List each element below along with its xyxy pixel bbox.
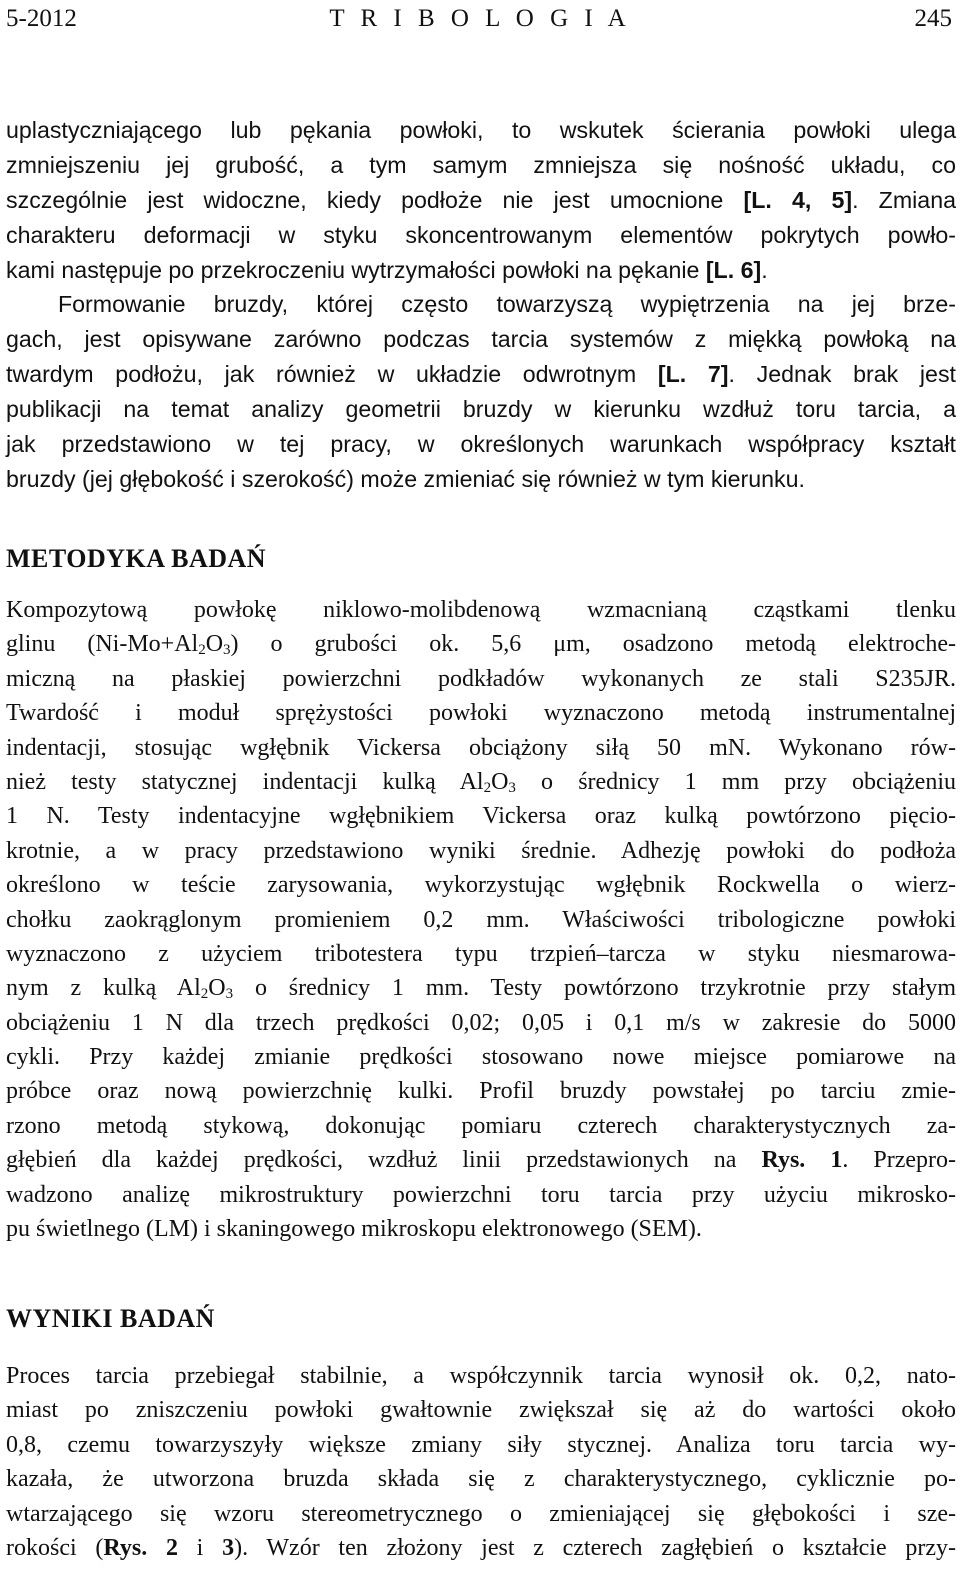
text-line: cykli. Przy każdej zmianie prędkości stosowano nowe miejsce pomiarowe na [6,1044,956,1071]
text-line: rokości (Rys. 2 i 3). Wzór ten złożony jest z czterech zagłębień o kształcie przy- [6,1534,957,1561]
text-line: 1 N. Testy indentacyjne wgłębnikiem Vickersa oraz kulką powtórzono pięcio- [6,803,956,830]
journal-title: T R I B O L O G I A [329,5,631,32]
figure-reference[interactable]: 3 [222,1534,235,1561]
text-line: twardym podłożu, jak również w układzie odwrotnym [L. 7]. Jednak brak jest [6,361,956,388]
text-line: rzono metodą stykową, dokonując pomiaru czterech charakterystycznych za- [6,1112,956,1139]
citation[interactable]: [L. 4, 5] [743,186,853,213]
text-line: próbce oraz nową powierzchnię kulki. Profil bruzdy powstałej po tarciu zmie- [6,1078,956,1105]
text-line: kazała, że utworzona bruzda składa się z charakterystycznego, cyklicznie po- [6,1466,956,1493]
text-line: miast po zniszczeniu powłoki gwałtownie zwiększał się aż do wartości około [6,1397,956,1424]
text-line: pu świetlnego (LM) i skaningowego mikroskopu elektronowego (SEM). [6,1216,702,1243]
text-line: publikacji na temat analizy geometrii bruzdy w kierunku wzdłuż toru tarcia, a [6,396,956,423]
text-line: kami następuje po przekroczeniu wytrzymałości powłoki na pękanie [L. 6]. [6,256,768,283]
text-line: uplastyczniającego lub pękania powłoki, to wskutek ścierania powłoki ulega [6,117,956,143]
text-line: chołku zaokrąglonym promieniem 0,2 mm. Właściwości tribologiczne powłoki [6,906,956,933]
text-line: szczególnie jest widoczne, kiedy podłoże nie jest umocnione [L. 4, 5]. Zmiana [6,186,956,213]
citation[interactable]: [L. 7] [657,361,729,388]
running-header [6,2,954,36]
figure-reference[interactable]: Rys. 2 [103,1534,178,1561]
section-heading-methods: METODYKA BADAŃ [6,544,267,573]
text-line: głębień dla każdej prędkości, wzdłuż linii przedstawionych na Rys. 1. Przepro- [6,1147,956,1174]
text-line: glinu $(Ni-Mo+Al_2O_3)$ o grubości ok. 5,6 μm, osadzono metodą elektroche- [6,631,956,659]
figure-reference[interactable]: Rys. 1 [761,1147,843,1174]
text-line: gach, jest opisywane zarówno podczas tarcia systemów z miękką powłoką na [6,326,956,353]
text-line: Proces tarcia przebiegał stabilnie, a współczynnik tarcia wynosił ok. 0,2, nato- [6,1363,956,1389]
text-line: nież testy statycznej indentacji kulką $Al_2O_3$ o średnicy 1 mm przy obciążeniu [6,768,956,796]
text-line: wadzono analizę mikrostruktury powierzchni toru tarcia przy użyciu mikrosko- [6,1181,956,1208]
text-line: 0,8, czemu towarzyszyły większe zmiany siły stycznej. Analiza toru tarcia wy- [6,1431,956,1458]
text-line: obciążeniu 1 N dla trzech prędkości 0,02; 0,05 i 0,1 m/s w zakresie do 5000 [6,1009,956,1036]
text-line: określono w teście zarysowania, wykorzystując wgłębnik Rockwella o wierz- [6,872,956,899]
text-line: wtarzającego się wzoru stereometrycznego o zmieniającej się głębokości i sze- [6,1500,956,1527]
text-line: bruzdy (jej głębokość i szerokość) może zmieniać się również w tym kierunku. [6,465,805,492]
section-heading-results: WYNIKI BADAŃ [6,1304,215,1333]
text-line: krotnie, a w pracy przedstawiono wyniki średnie. Adhezję powłoki do podłoża [6,837,956,864]
results-paragraph [6,1359,956,1565]
page-number: 245 [914,5,952,32]
text-line: zmniejszeniu jej grubość, a tym samym zmniejsza się nośność układu, co [6,151,956,178]
intro-paragraph [6,113,956,497]
issue-number: 5-2012 [6,5,77,32]
text-line: wyznaczono z użyciem tribotestera typu trzpień–tarcza w styku niesmarowa- [6,940,956,967]
text-line: miczną na płaskiej powierzchni podkładów wykonanych ze stali S235JR. [6,665,956,692]
text-line: Formowanie bruzdy, której często towarzyszą wypiętrzenia na jej brze- [58,291,956,318]
text-line: nym z kulką $Al_2O_3$ o średnicy 1 mm. Testy powtórzono trzykrotnie przy stałym [6,975,956,1003]
text-line: Kompozytową powłokę niklowo-molibdenową wzmacnianą cząstkami tlenku [6,597,956,623]
text-line: Twardość i moduł sprężystości powłoki wyznaczono metodą instrumentalnej [6,700,956,727]
citation[interactable]: [L. 6] [705,256,762,283]
text-line: indentacji, stosując wgłębnik Vickersa obciążony siłą 50 mN. Wykonano rów- [6,734,956,761]
methods-paragraph [6,593,956,1246]
text-line: charakteru deformacji w styku skoncentrowanym elementów pokrytych powło- [6,221,956,248]
text-line: jak przedstawiono w tej pracy, w określonych warunkach współpracy kształt [6,431,956,458]
